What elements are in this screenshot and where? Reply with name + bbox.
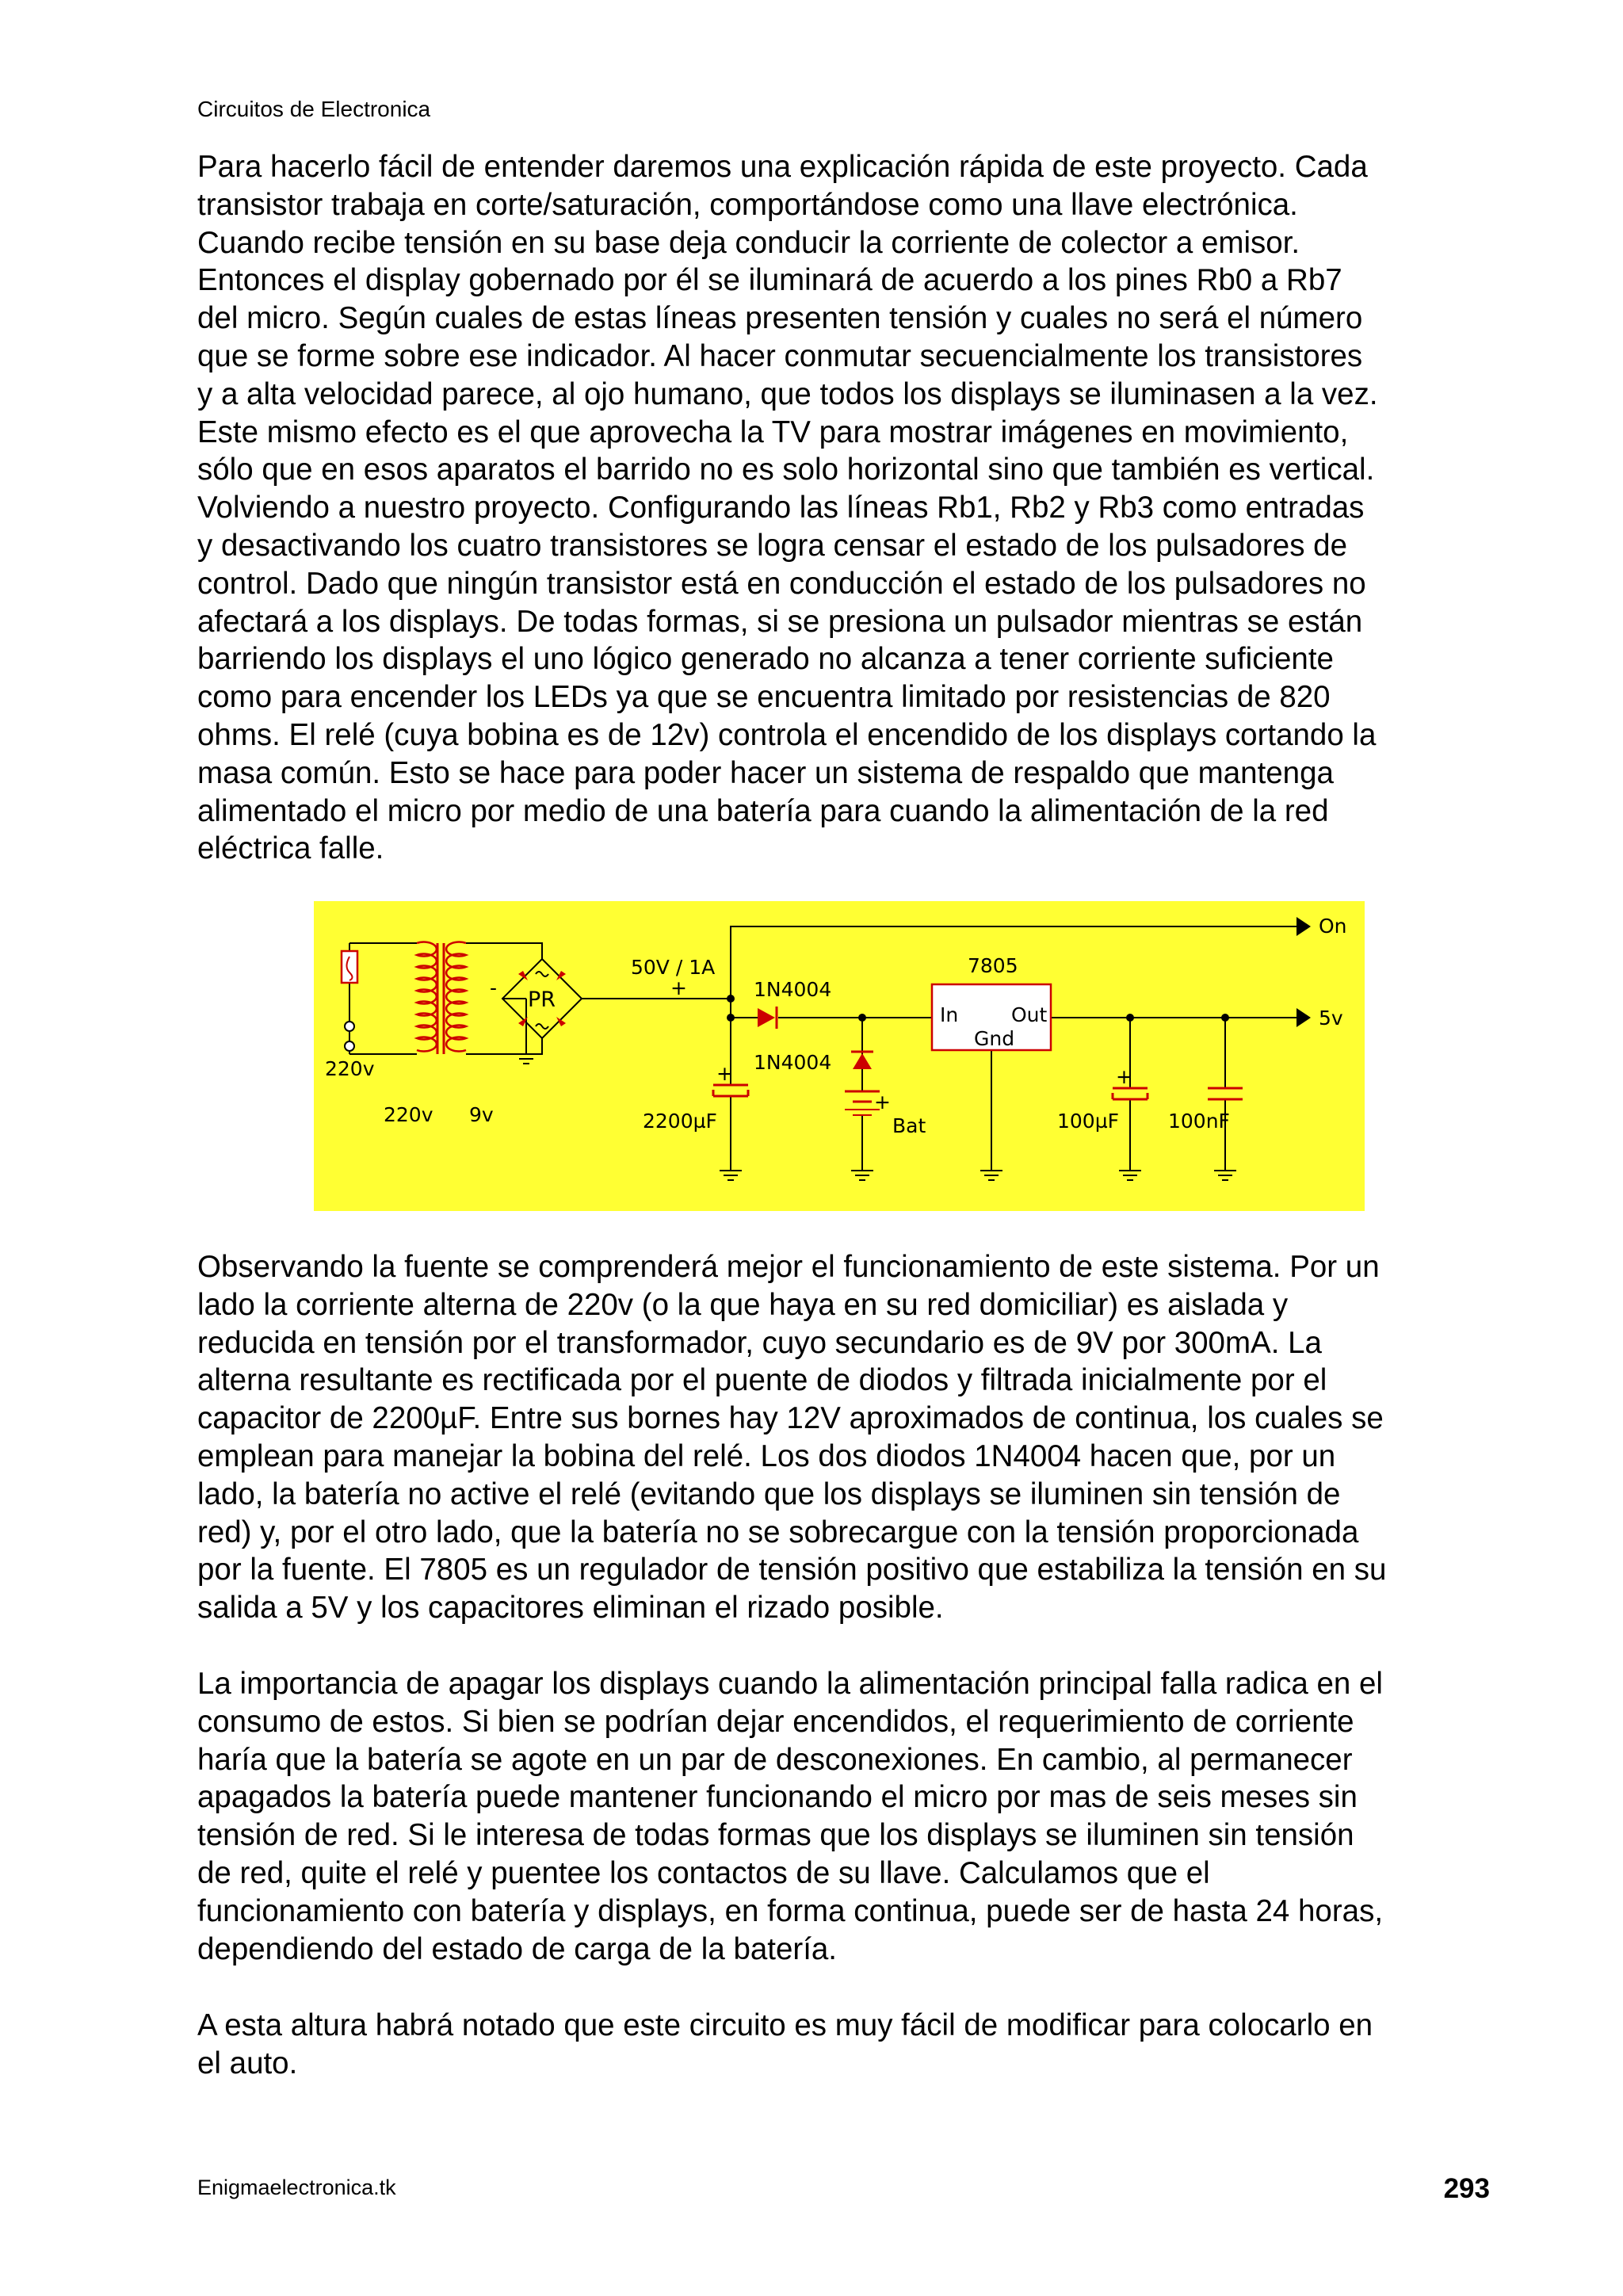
text-line: el auto. (197, 2046, 298, 2080)
label-primary: 220v (384, 1103, 433, 1126)
text-line: y a alta velocidad parece, al ojo humano, que todos los displays se iluminasen a la vez. (197, 376, 1378, 411)
paragraph-car (197, 2007, 1489, 2083)
text-line: haría que la batería se agote en un par de desconexiones. En cambio, al permanecer (197, 1742, 1353, 1777)
text-line: masa común. Esto se hace para poder hacer un sistema de respaldo que mantenga (197, 755, 1334, 790)
text-line: alterna resultante es rectificada por el puente de diodos y filtrada inicialmente por el (197, 1363, 1327, 1398)
text-line: alimentado el micro por medio de una batería para cuando la alimentación de la red (197, 793, 1329, 828)
paragraph-displays-off (197, 1665, 1489, 1968)
text-line: Entonces el display gobernado por él se iluminará de acuerdo a los pines Rb0 a Rb7 (197, 263, 1342, 298)
text-line: como para encender los LEDs ya que se encuentra limitado por resistencias de 820 (197, 680, 1331, 715)
label-mains: 220v (325, 1057, 375, 1080)
label-battery: Bat (892, 1114, 926, 1137)
cap2-plus-marker: + (1116, 1065, 1132, 1088)
text-line: tensión de red. Si le interesa de todas formas que los displays se iluminen sin tensión (197, 1818, 1354, 1853)
text-line: reducida en tensión por el transformador, cuyo secundario es de 9V por 300mA. La (197, 1325, 1322, 1360)
text-line: funcionamiento con batería y displays, en forma continua, puede ser de hasta 24 horas, (197, 1893, 1384, 1928)
page-header: Circuitos de Electronica (197, 97, 431, 121)
text-line: del micro. Según cuales de estas líneas presenten tensión y cuales no será el número (197, 301, 1363, 336)
text-line: A esta altura habrá notado que este circuito es muy fácil de modificar para colocarlo en (197, 2008, 1373, 2042)
text-line: apagados la batería puede mantener funcionando el micro por mas de seis meses sin (197, 1780, 1358, 1815)
text-line: salida a 5V y los capacitores eliminan el rizado posible. (197, 1591, 944, 1626)
label-on: On (1319, 915, 1347, 938)
label-cap2: 100µF (1057, 1110, 1120, 1133)
label-battery-plus: + (874, 1091, 891, 1114)
cap-plus-marker: + (716, 1062, 733, 1085)
label-diode1: 1N4004 (754, 978, 832, 1001)
label-bridge: PR (528, 988, 556, 1012)
mains-terminal-bottom (345, 1022, 354, 1031)
paragraph-intro (197, 148, 1489, 868)
label-bridge-plus: + (670, 976, 687, 999)
text-line: lado la corriente alterna de 220v (o la que haya en su red domiciliar) es aislada y (197, 1287, 1289, 1322)
footer-site: Enigmaelectronica.tk (197, 2176, 396, 2199)
label-reg-gnd: Gnd (974, 1027, 1015, 1050)
text-line: de red, quite el relé y puentee los contactos de su llave. Calculamos que el (197, 1855, 1210, 1890)
text-line: control. Dado que ningún transistor está en conducción el estado de los pulsadores no (197, 566, 1366, 601)
fuse-symbol (342, 951, 357, 983)
label-reg-in: In (940, 1003, 959, 1026)
text-line: sólo que en esos aparatos el barrido no es solo horizontal sino que también es vertical. (197, 453, 1375, 487)
text-line: red) y, por el otro lado, que la batería no se sobrecargue con la tensión proporcionada (197, 1515, 1359, 1549)
text-line: eléctrica falle. (197, 831, 384, 866)
label-bridge-minus: - (490, 976, 498, 999)
text-line: transistor trabaja en corte/saturación, comportándose como una llave electrónica. (197, 187, 1298, 222)
text-line: que se forme sobre ese indicador. Al hacer conmutar secuencialmente los transistores (197, 338, 1363, 373)
text-line: Volviendo a nuestro proyecto. Configurando las líneas Rb1, Rb2 y Rb3 como entradas (197, 491, 1365, 525)
label-regulator: 7805 (968, 954, 1018, 977)
text-line: Para hacerlo fácil de entender daremos una explicación rápida de este proyecto. Cada (197, 150, 1368, 184)
text-line: ohms. El relé (cuya bobina es de 12v) controla el encendido de los displays cortando la (197, 717, 1377, 752)
label-5v: 5v (1319, 1007, 1343, 1030)
label-cap3: 100nF (1168, 1110, 1230, 1133)
text-line: emplean para manejar la bobina del relé. Los dos diodos 1N4004 hacen que, por un (197, 1438, 1336, 1473)
page-number: 293 (1443, 2173, 1490, 2204)
text-line: capacitor de 2200µF. Entre sus bornes hay 12V aproximados de continua, los cuales se (197, 1401, 1384, 1436)
text-line: Este mismo efecto es el que aprovecha la TV para mostrar imágenes en movimiento, (197, 415, 1349, 449)
text-line: barriendo los displays el uno lógico generado no alcanza a tener corriente suficiente (197, 642, 1334, 677)
text-line: dependiendo del estado de carga de la batería. (197, 1931, 837, 1966)
text-line: lado, la batería no active el relé (evitando que los displays se iluminen sin tensión de (197, 1477, 1341, 1511)
mains-terminal-top (345, 1041, 354, 1051)
label-bridge-rating: 50V / 1A (631, 956, 716, 979)
text-line: y desactivando los cuatro transistores se logra censar el estado de los pulsadores de (197, 528, 1347, 563)
text-line: Observando la fuente se comprenderá mejor el funcionamiento de este sistema. Por un (197, 1250, 1380, 1284)
label-cap1: 2200µF (643, 1110, 717, 1133)
text-line: afectará a los displays. De todas formas, si se presiona un pulsador mientras se están (197, 604, 1363, 639)
power-supply-schematic (314, 901, 1365, 1211)
text-line: por la fuente. El 7805 es un regulador de tensión positivo que estabiliza la tensión en su (197, 1553, 1387, 1587)
text-line: La importancia de apagar los displays cuando la alimentación principal falla radica en el (197, 1667, 1383, 1701)
label-reg-out: Out (1011, 1003, 1048, 1026)
schematic-background (314, 901, 1365, 1211)
label-diode2: 1N4004 (754, 1051, 832, 1074)
text-line: consumo de estos. Si bien se podrían dejar encendidos, el requerimiento de corriente (197, 1704, 1354, 1739)
paragraph-power-supply (197, 1248, 1489, 1627)
label-secondary: 9v (469, 1103, 494, 1126)
text-line: Cuando recibe tensión en su base deja conducir la corriente de colector a emisor. (197, 225, 1300, 260)
